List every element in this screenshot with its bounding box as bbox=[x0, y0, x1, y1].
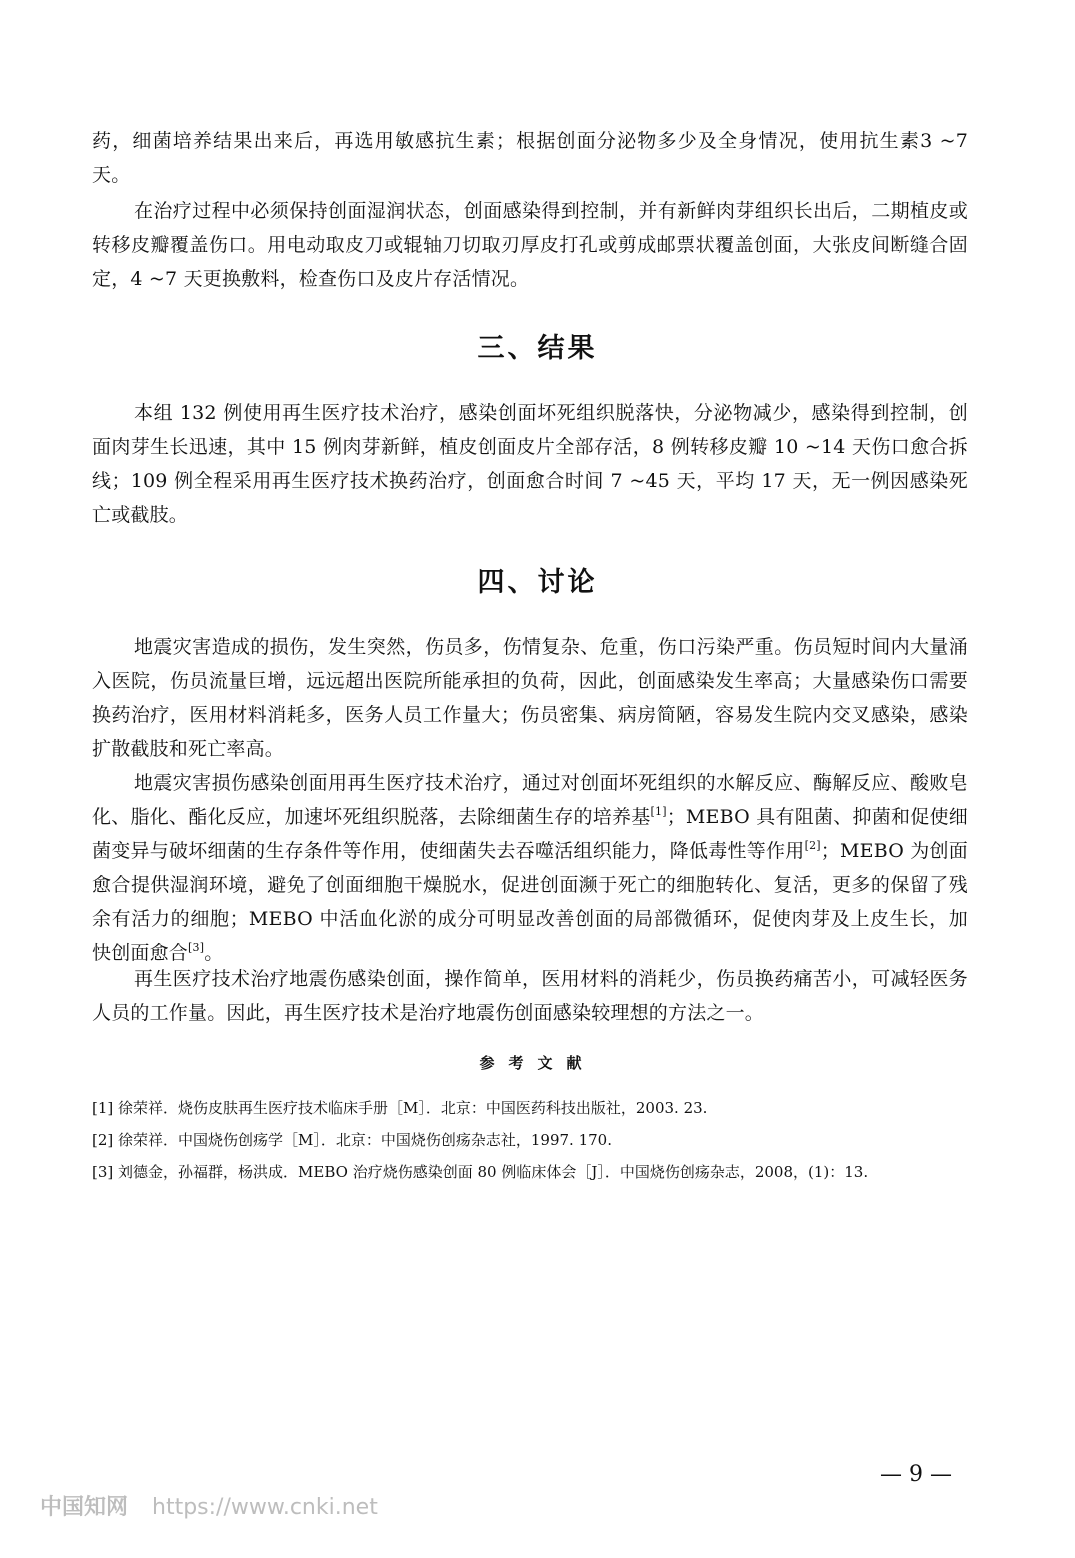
paragraph-results: 本组 132 例使用再生医疗技术治疗，感染创面坏死组织脱落快，分泌物减少，感染得到控制，创面肉芽生长迅速，其中 15 例肉芽新鲜，植皮创面皮片全部存活，8 例转移皮瓣 10 ~14 天伤口愈合拆线；109 例全程采用再生医疗技术换药治疗，创面愈合时间 7 ~45 天，平均 17 天，无一例因感染死亡或截肢。 bbox=[92, 402, 968, 526]
watermark-url: https://www.cnki.net bbox=[152, 1495, 378, 1520]
discussion-2-text-a: 地震灾害损伤感染创面用再生医疗技术治疗，通过对创面坏死组织的水解反应、酶解反应、酸败皂化、脂化、酯化反应，加速坏死组织脱落，去除细菌生存的培养基 bbox=[92, 772, 968, 828]
reference-item: [3] 刘德金，孙福群，杨洪成．MEBO 治疗烧伤感染创面 80 例临床体会［J］．中国烧伤创疡杂志，2008，(1)：13. bbox=[92, 1163, 869, 1181]
paragraph-discussion-2 bbox=[92, 766, 968, 970]
page-number: — 9 — bbox=[880, 1462, 952, 1487]
section-heading-results: 三、结果 bbox=[477, 333, 598, 364]
section-heading-discussion: 四、讨论 bbox=[477, 567, 598, 598]
references-title: 参考文献 bbox=[479, 1054, 596, 1072]
citation-2: [2] bbox=[804, 839, 821, 852]
paragraph-treatment: 在治疗过程中必须保持创面湿润状态，创面感染得到控制，并有新鲜肉芽组织长出后，二期植皮或转移皮瓣覆盖伤口。用电动取皮刀或辊轴刀切取刃厚皮打孔或剪成邮票状覆盖创面，大张皮间断缝合固定，4 ~7 天更换敷料，检查伤口及皮片存活情况。 bbox=[92, 200, 968, 290]
discussion-2-text-b: ；MEBO 具有阻菌、抑菌和促使细菌变异与破坏细菌的生存条件等作用，使细菌失去吞噬活组织能力，降低毒性等作用 bbox=[92, 806, 969, 862]
paragraph-discussion-3: 再生医疗技术治疗地震伤感染创面，操作简单，医用材料的消耗少，伤员换药痛苦小，可减轻医务人员的工作量。因此，再生医疗技术是治疗地震伤创面感染较理想的方法之一。 bbox=[92, 968, 968, 1024]
watermark-brand: 中国知网 bbox=[40, 1495, 129, 1520]
reference-item: [1] 徐荣祥．烧伤皮肤再生医疗技术临床手册［M］．北京：中国医药科技出版社，2003. 23. bbox=[92, 1099, 708, 1117]
discussion-2-text-d: 。 bbox=[204, 942, 224, 964]
discussion-2-text-c: ；MEBO 为创面愈合提供湿润环境，避免了创面细胞干燥脱水，促进创面濒于死亡的细胞转化、复活，更多的保留了残余有活力的细胞；MEBO 中活血化淤的成分可明显改善创面的局部微循环，促使肉芽及上皮生长，加快创面愈合 bbox=[92, 840, 968, 964]
reference-item: [2] 徐荣祥．中国烧伤创疡学［M］．北京：中国烧伤创疡杂志社，1997. 170. bbox=[92, 1131, 612, 1149]
cnki-watermark bbox=[40, 1490, 378, 1521]
citation-3: [3] bbox=[188, 941, 205, 954]
paragraph-continued: 药，细菌培养结果出来后，再选用敏感抗生素；根据创面分泌物多少及全身情况，使用抗生素3 ~7 天。 bbox=[92, 130, 968, 186]
citation-1: [1] bbox=[650, 805, 667, 818]
paragraph-discussion-1: 地震灾害造成的损伤，发生突然，伤员多，伤情复杂、危重，伤口污染严重。伤员短时间内大量涌入医院，伤员流量巨增，远远超出医院所能承担的负荷，因此，创面感染发生率高；大量感染伤口需要换药治疗，医用材料消耗多，医务人员工作量大；伤员密集、病房简陋，容易发生院内交叉感染，感染扩散截肢和死亡率高。 bbox=[92, 636, 968, 760]
